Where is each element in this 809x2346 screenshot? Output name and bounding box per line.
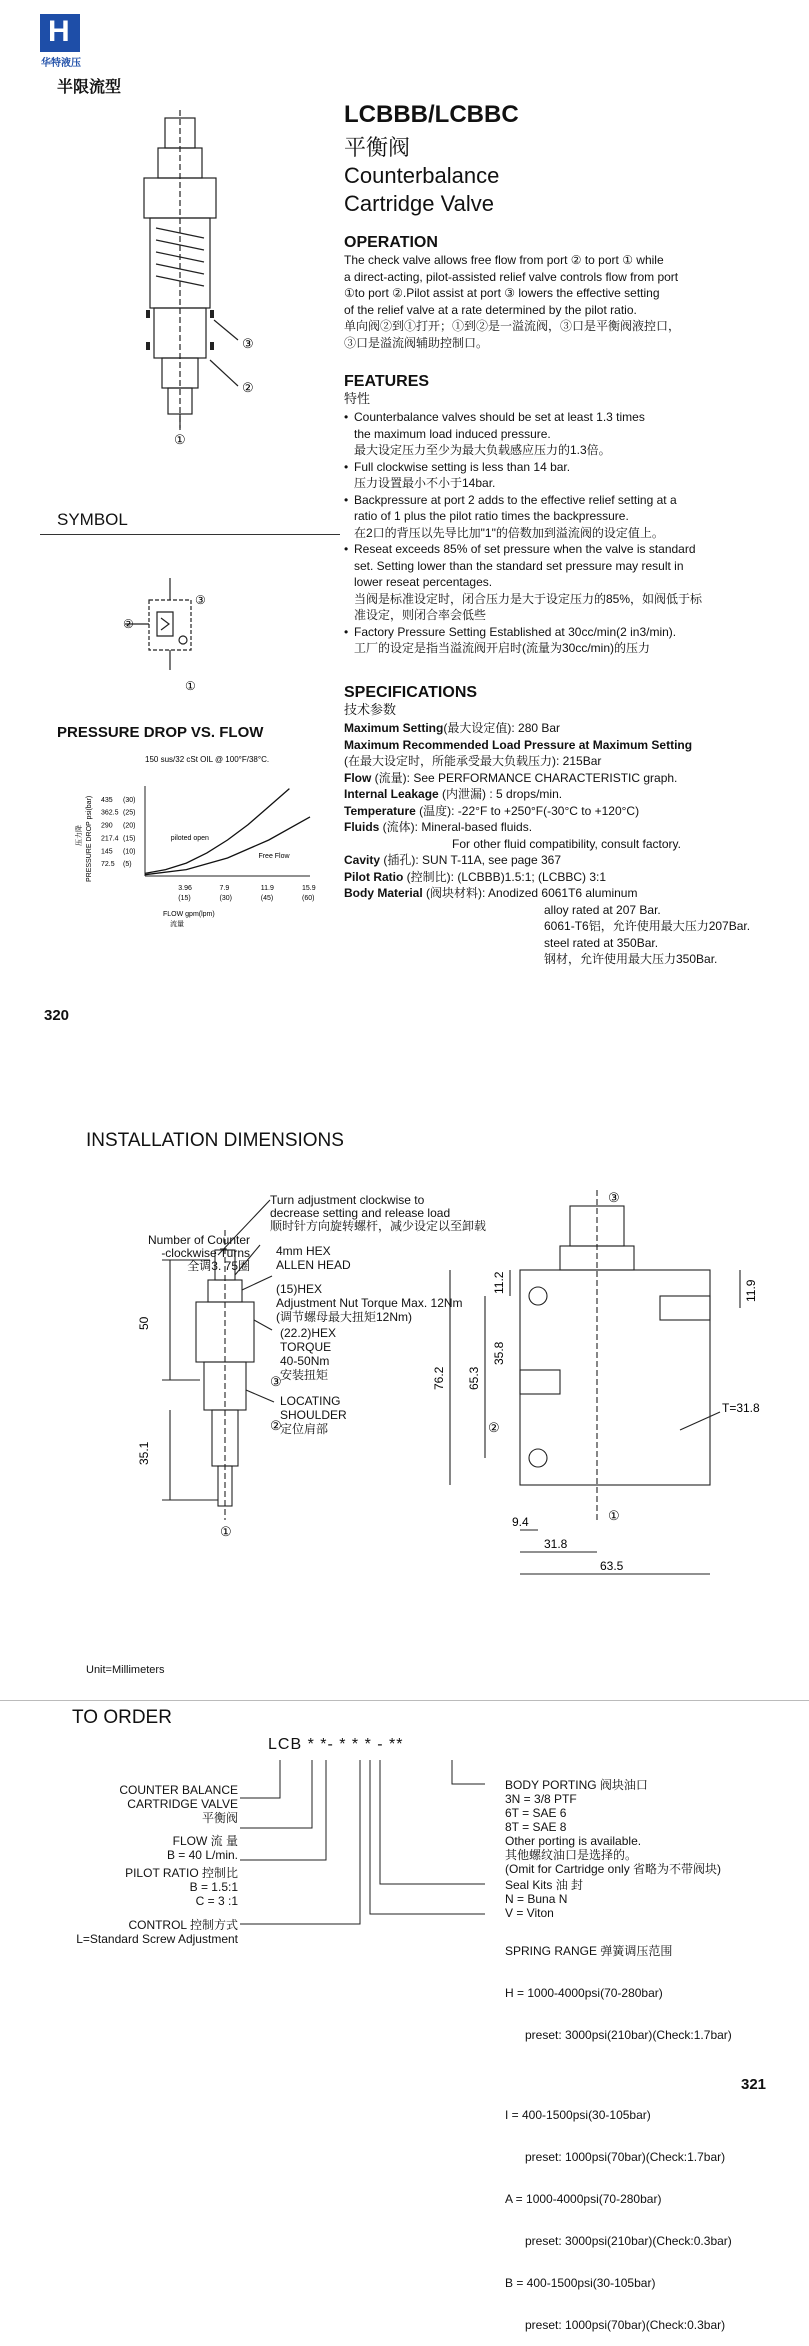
order-heading: TO ORDER	[72, 1707, 172, 1728]
series-line-1	[145, 817, 310, 875]
product-title: LCBBB/LCBBC	[344, 101, 519, 128]
x-tick-gpm: 3.96	[178, 885, 192, 892]
order-code-leaders	[230, 1756, 530, 1956]
y-tick-psi: 435	[101, 796, 113, 804]
spec-row: Pilot Ratio (控制比): (LCBBB)1.5:1; (LCBBC) 3:1	[344, 869, 607, 884]
section-label: 半限流型	[57, 79, 122, 96]
pressure-drop-chart	[40, 748, 340, 988]
order-seal-kits: Seal Kits 油 封 N = Buna N V = Viton	[505, 1878, 584, 1920]
symbol-port2: ②	[123, 617, 134, 631]
port2-label: ②	[242, 380, 254, 395]
spec-row: Maximum Setting(最大设定值): 280 Bar	[344, 721, 561, 735]
y-tick-bar: (15)	[123, 835, 136, 843]
inst-port1: ①	[220, 1524, 232, 1539]
dim-65-3: 65.3	[467, 1366, 481, 1390]
operation-text	[344, 252, 784, 351]
feature-item: • Counterbalance valves should be set at least 1.3 times the maximum load induced pressure. 最大设定压力至少为最大负载感应压力的1.3倍。	[344, 409, 784, 459]
spec-row: 钢材，允许使用最大压力350Bar.	[544, 952, 718, 966]
specs-list	[344, 720, 794, 968]
symbol-heading: SYMBOL	[57, 510, 128, 529]
y-tick-bar: (25)	[123, 809, 136, 817]
order-spring-range: SPRING RANGE 弹簧调压范围 H = 1000-4000psi(70-280bar) preset: 3000psi(210bar)(Check:1.7bar) I = 400-1500psi(30-105bar) preset: 1000psi(70bar)(Check:1.7bar) A = 1000-4000psi(70-280bar) preset: 3000psi(210bar)(Check:0.3bar) B = 400-1500psi(30-105bar) preset: 1000psi(70bar)(Check:0.3bar)	[505, 1944, 732, 2332]
series-label-piloted-open: piloted open	[170, 835, 209, 842]
x-tick-lpm: (45)	[260, 895, 274, 902]
y-tick-bar: (20)	[123, 822, 136, 830]
feature-item: • Factory Pressure Setting Established at 30cc/min(2 in3/min). 工厂的设定是指当溢流阀开启时(流量为30cc/min)的压力	[344, 624, 784, 657]
block-port3: ③	[608, 1190, 620, 1205]
installation-heading: INSTALLATION DIMENSIONS	[86, 1130, 344, 1151]
spec-row: Maximum Recommended Load Pressure at Maximum Setting	[344, 737, 693, 752]
y-tick-psi: 217.4	[101, 835, 119, 843]
operation-line: ③口是溢流阀辅助控制口。	[344, 335, 489, 350]
unit-note: Unit=Millimeters	[86, 1664, 165, 1676]
port3-label: ③	[242, 336, 254, 351]
chart-title: 150 sus/32 cSt OIL @ 100°F/38°C.	[145, 755, 270, 764]
order-body-porting: BODY PORTING 阀块油口 3N = 3/8 PTF 6T = SAE 6 8T = SAE 8 Other porting is available. 其他螺纹油口是选择的。 (Omit for Cartridge only 省略为不带阀块)	[505, 1778, 722, 1876]
spec-row: Body Material (阀块材料): Anodized 6061T6 aluminum	[344, 886, 638, 900]
page-number-320: 320	[44, 1007, 70, 1024]
spec-row: For other fluid compatibility, consult factory.	[452, 836, 681, 851]
dim-31-8: 31.8	[544, 1537, 568, 1551]
y-tick-psi: 362.5	[101, 809, 119, 817]
spec-row: steel rated at 350Bar.	[544, 935, 659, 950]
specs-heading: SPECIFICATIONS	[344, 684, 478, 701]
chart-heading: PRESSURE DROP VS. FLOW	[57, 724, 264, 741]
dim-thickness: T=31.8	[722, 1401, 760, 1415]
dim-11-2: 11.2	[492, 1271, 506, 1294]
divider	[0, 1700, 809, 1701]
block-port1: ①	[608, 1508, 620, 1523]
features-heading-cn: 特性	[344, 391, 371, 406]
subtitle-en-2: Cartridge Valve	[344, 191, 494, 216]
operation-line: The check valve allows free flow from port ② to port ① while	[344, 253, 664, 267]
spec-row: Cavity (插孔): SUN T-11A, see page 367	[344, 853, 562, 867]
operation-line: of the relief valve at a rate determined by the pilot ratio.	[344, 302, 637, 317]
features-list	[344, 409, 784, 657]
x-tick-gpm: 7.9	[219, 885, 230, 892]
inst-port3: ③	[270, 1374, 282, 1389]
spec-row: (在最大设定时，所能承受最大负载压力): 215Bar	[344, 754, 602, 768]
y-axis-label: PRESSURE DROP psi(bar)	[86, 795, 93, 882]
x-tick-gpm: 11.9	[260, 885, 274, 892]
dim-35-1: 35.1	[137, 1441, 151, 1465]
operation-line: a direct-acting, pilot-assisted relief valve controls flow from port	[344, 269, 679, 284]
feature-item: • Backpressure at port 2 adds to the effective relief setting at a ratio of 1 plus the pilot ratio times the backpressure. 在2口的背压以先导比加"1"的倍数加到溢流阀的设定值上。	[344, 492, 784, 542]
subtitle-cn: 平衡阀	[344, 135, 411, 160]
feature-item: • Full clockwise setting is less than 14 bar. 压力设置最小不小于14bar.	[344, 459, 784, 492]
order-counter-balance: COUNTER BALANCE CARTRIDGE VALVE 平衡阀	[119, 1783, 238, 1825]
subtitle-en-1: Counterbalance	[344, 163, 500, 188]
y-tick-bar: (10)	[123, 848, 136, 856]
dim-9-4: 9.4	[512, 1515, 529, 1529]
symbol-port1: ①	[185, 679, 196, 693]
operation-line: 单向阀②到①打开；①到②是一溢流阀，③口是平衡阀液控口，	[344, 319, 681, 333]
spec-row: Temperature (温度): -22°F to +250°F(-30°C to +120°C)	[344, 803, 640, 818]
dim-35-8: 35.8	[492, 1341, 506, 1365]
order-pilot-ratio: PILOT RATIO 控制比 B = 1.5:1 C = 3 :1	[125, 1866, 238, 1908]
locating-shoulder-note: LOCATING SHOULDER 定位肩部	[280, 1394, 347, 1436]
order-code: LCB * *- * * * - **	[268, 1736, 404, 1753]
company-logo: H 华特液压	[26, 14, 96, 68]
x-tick-lpm: (30)	[219, 895, 232, 902]
valve-symbol	[115, 578, 225, 698]
operation-line: ①to port ②.Pilot assist at port ③ lowers the effective setting	[344, 286, 660, 300]
x-axis-label: FLOW gpm(lpm)	[163, 911, 215, 918]
turn-note: Turn adjustment clockwise to decrease setting and release load 顺时针方向旋转螺杆，减少设定以至卸载	[270, 1193, 487, 1233]
x-tick-lpm: (60)	[302, 895, 315, 902]
hex4-note: 4mm HEX ALLEN HEAD	[276, 1244, 351, 1272]
order-flow: FLOW 流 量 B = 40 L/min.	[166, 1834, 238, 1862]
inst-port2: ②	[270, 1418, 282, 1433]
x-tick-gpm: 15.9	[302, 885, 316, 892]
spec-row: Flow (流量): See PERFORMANCE CHARACTERISTIC graph.	[344, 770, 678, 785]
dim-11-9: 11.9	[744, 1279, 758, 1302]
y-tick-psi: 145	[101, 848, 113, 856]
order-control: CONTROL 控制方式 L=Standard Screw Adjustment	[76, 1918, 238, 1946]
features-heading: FEATURES	[344, 373, 430, 390]
series-label-free-flow: Free Flow	[258, 853, 290, 860]
page-number-321: 321	[741, 2076, 767, 2093]
port1-label: ①	[174, 432, 186, 447]
x-axis-label-cn: 流量	[170, 921, 184, 928]
dim-50: 50	[137, 1316, 151, 1330]
spec-row: alloy rated at 207 Bar.	[544, 902, 661, 917]
y-tick-psi: 72.5	[101, 861, 115, 869]
y-tick-psi: 290	[101, 822, 113, 830]
feature-item: • Reseat exceeds 85% of set pressure when the valve is standard set. Setting lower than the standard set pressure may result in lower reseat percentages. 当阀是标准设定时，闭合压力是大于设定压力的85%，如阀低于标 准设定，则闭合率会低些	[344, 541, 784, 624]
y-axis-label-cn: 压力降	[76, 825, 83, 846]
y-tick-bar: (5)	[123, 861, 132, 869]
y-tick-bar: (30)	[123, 796, 136, 804]
valve-cross-section-drawing	[110, 110, 270, 450]
counter-turns-note: Number of Counter -clockwise Turns 全调3. 75圈	[147, 1233, 250, 1273]
x-tick-lpm: (15)	[178, 895, 191, 902]
symbol-port3: ③	[195, 593, 206, 607]
spec-row: Internal Leakage (内泄漏) : 5 drops/min.	[344, 787, 563, 801]
operation-heading: OPERATION	[344, 234, 438, 251]
hex22-note: (22.2)HEX TORQUE 40-50Nm 安装扭矩	[280, 1326, 337, 1382]
dim-63-5: 63.5	[600, 1559, 624, 1573]
spec-row: Fluids (流体): Mineral-based fluids.	[344, 820, 533, 834]
dim-76-2: 76.2	[432, 1366, 446, 1390]
divider	[40, 534, 340, 535]
specs-heading-cn: 技术参数	[344, 702, 397, 717]
spec-row: 6061-T6铝，允许使用最大压力207Bar.	[544, 919, 751, 933]
block-port2: ②	[488, 1420, 500, 1435]
logo-caption: 华特液压	[41, 58, 81, 69]
hex15-note: (15)HEX Adjustment Nut Torque Max. 12Nm (调节螺母最大扭矩12Nm)	[276, 1282, 463, 1324]
